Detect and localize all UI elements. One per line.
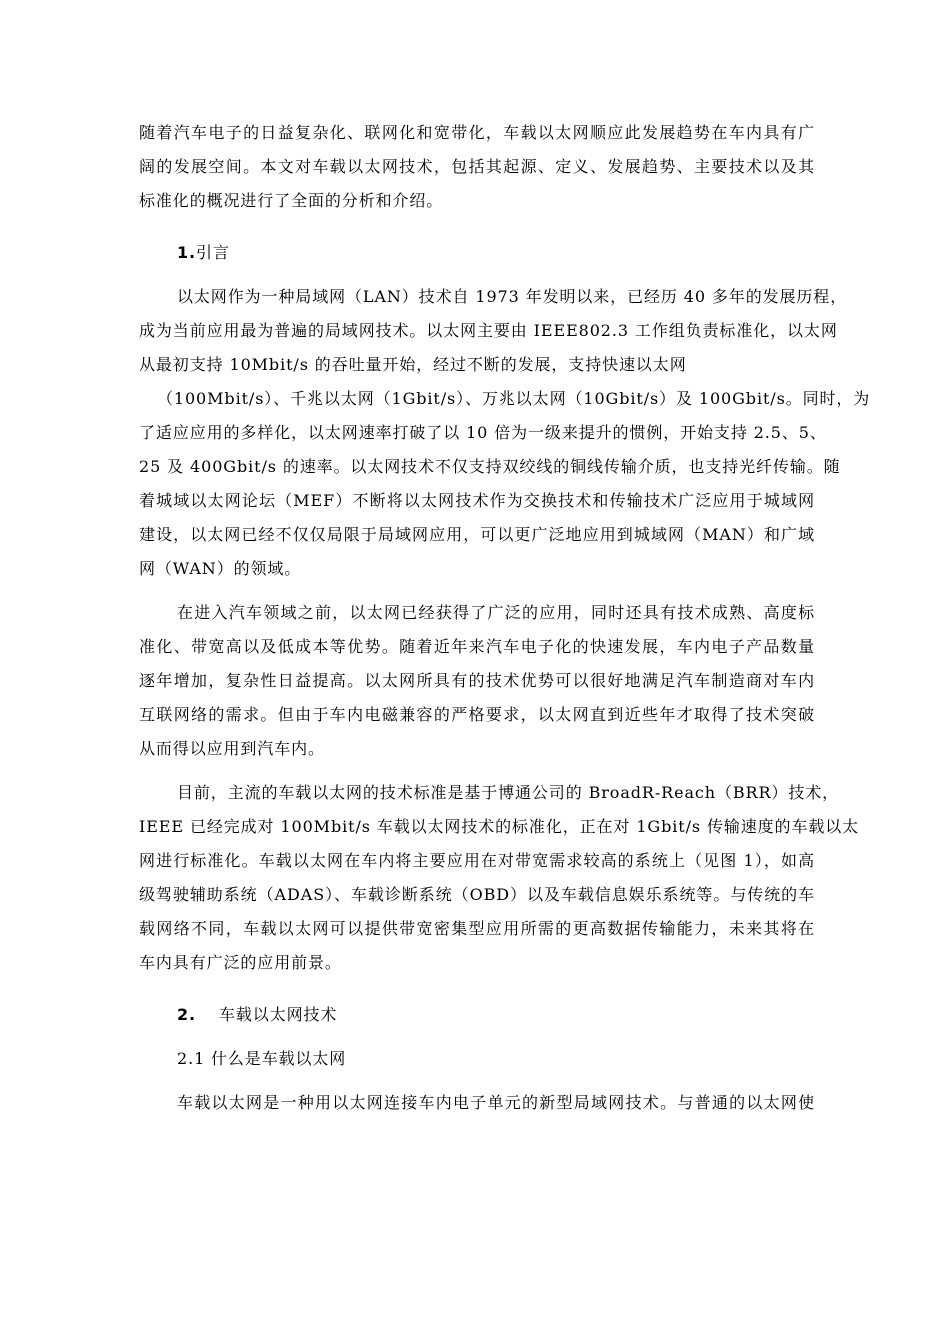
section-2-1-heading — [139, 1042, 815, 1076]
paragraph-line: 着城域以太网论坛（MEF）不断将以太网技术作为交换技术和传输技术广泛应用于城域网 — [139, 491, 815, 510]
abstract-line: 标准化的概况进行了全面的分析和介绍。 — [139, 191, 444, 210]
paragraph-line: （100Mbit/s）、千兆以太网（1Gbit/s）、万兆以太网（10Gbit/s）及 100Gbit/s。同时，为 — [157, 389, 871, 408]
abstract-paragraph — [139, 116, 815, 218]
section-2-number: 2. — [177, 1005, 197, 1024]
paragraph-line: 在进入汽车领域之前，以太网已经获得了广泛的应用，同时还具有技术成熟、高度标 — [177, 603, 815, 622]
paragraph-line: IEEE 已经完成对 100Mbit/s 车载以太网技术的标准化，正在对 1Gbit/s 传输速度的车载以太 — [139, 817, 860, 836]
paragraph-line: 建设，以太网已经不仅仅局限于局域网应用，可以更广泛地应用到城域网（MAN）和广域 — [139, 525, 815, 544]
section-2-1-number: 2.1 — [177, 1049, 206, 1068]
section-1-title: 引言 — [196, 243, 230, 262]
paragraph-line: 目前，主流的车载以太网的技术标准是基于博通公司的 BroadR-Reach（BRR）技术， — [177, 783, 840, 802]
abstract-line: 阔的发展空间。本文对车载以太网技术，包括其起源、定义、发展趋势、主要技术以及其 — [139, 157, 815, 176]
paragraph-4 — [139, 1086, 815, 1120]
document-body — [139, 116, 871, 1120]
paragraph-line: 25 及 400Gbit/s 的速率。以太网技术不仅支持双绞线的铜线传输介质，也支持光纤传输。随 — [139, 457, 841, 476]
paragraph-line: 车内具有广泛的应用前景。 — [139, 953, 342, 972]
paragraph-2 — [139, 596, 815, 766]
paragraph-line: 网进行标准化。车载以太网在车内将主要应用在对带宽需求较高的系统上（见图 1），如高 — [139, 851, 815, 870]
paragraph-line: 级驾驶辅助系统（ADAS）、车载诊断系统（OBD）以及车载信息娱乐系统等。与传统的车 — [139, 885, 815, 904]
paragraph-3 — [139, 776, 860, 980]
paragraph-line: 成为当前应用最为普遍的局域网技术。以太网主要由 IEEE802.3 工作组负责标准化，以太网 — [139, 321, 838, 340]
section-2-1-title: 什么是车载以太网 — [211, 1049, 347, 1068]
paragraph-line: 载网络不同，车载以太网可以提供带宽密集型应用所需的更高数据传输能力，未来其将在 — [139, 919, 815, 938]
section-2-title: 车载以太网技术 — [219, 1005, 338, 1024]
paragraph-line: 从最初支持 10Mbit/s 的吞吐量开始，经过不断的发展，支持快速以太网 — [139, 355, 687, 374]
section-2-heading — [139, 998, 815, 1032]
section-1-heading — [139, 236, 815, 270]
paragraph-line: 从而得以应用到汽车内。 — [139, 739, 325, 758]
paragraph-line: 了适应应用的多样化，以太网速率打破了以 10 倍为一级来提升的惯例，开始支持 2.5、5、 — [139, 423, 827, 442]
section-1-number: 1. — [177, 243, 197, 262]
abstract-line: 随着汽车电子的日益复杂化、联网化和宽带化，车载以太网顺应此发展趋势在车内具有广 — [139, 123, 815, 142]
paragraph-1 — [139, 280, 871, 586]
paragraph-line: 互联网络的需求。但由于车内电磁兼容的严格要求，以太网直到近些年才取得了技术突破 — [139, 705, 815, 724]
paragraph-line: 网（WAN）的领域。 — [139, 559, 302, 578]
paragraph-line: 准化、带宽高以及低成本等优势。随着近年来汽车电子化的快速发展，车内电子产品数量 — [139, 637, 815, 656]
paragraph-line: 以太网作为一种局域网（LAN）技术自 1973 年发明以来，已经历 40 多年的发展历程， — [177, 287, 848, 306]
paragraph-line: 车载以太网是一种用以太网连接车内电子单元的新型局域网技术。与普通的以太网使 — [177, 1093, 815, 1112]
paragraph-line: 逐年增加，复杂性日益提高。以太网所具有的技术优势可以很好地满足汽车制造商对车内 — [139, 671, 815, 690]
